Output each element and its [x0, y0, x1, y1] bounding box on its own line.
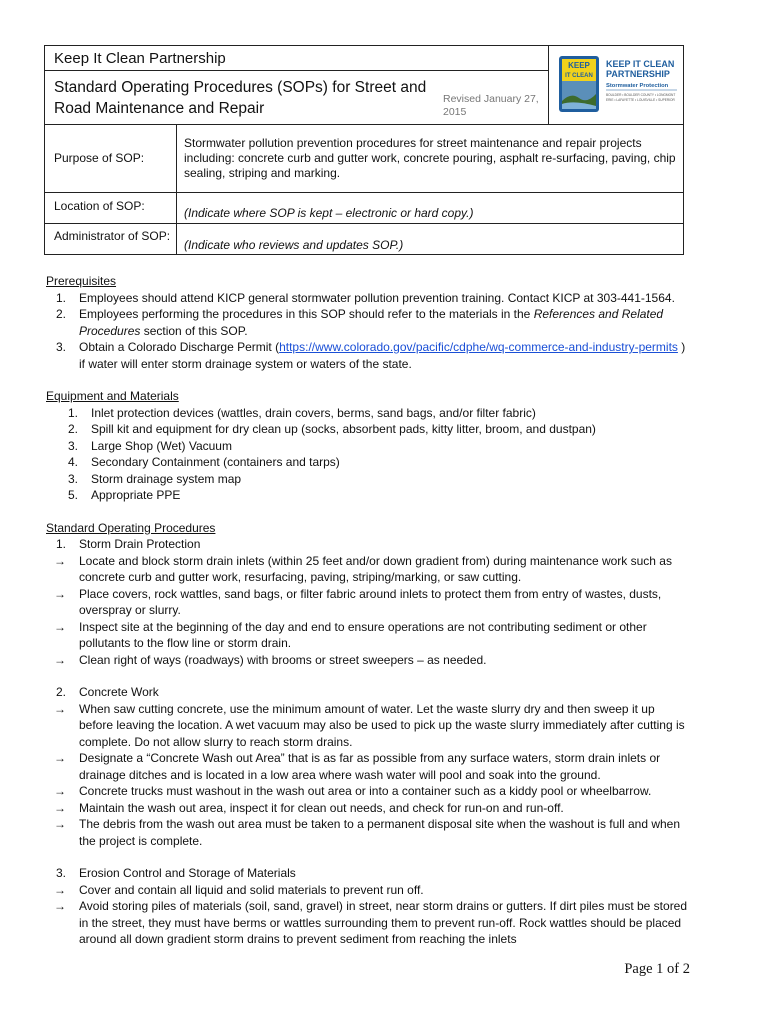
- list-item: 3. Storm drainage system map: [68, 471, 242, 486]
- arrow-icon: →: [54, 652, 66, 667]
- logo-subtitle: Stormwater Protection: [606, 83, 669, 89]
- sop-section-title: 1. Storm Drain Protection: [56, 537, 201, 551]
- list-item: → Designate a “Concrete Wash out Area” that is as far as possible from any surface waters, storm drain inlets or drainage ditches and is located in a low area where wash water will pool and soak into the ground.: [54, 751, 661, 782]
- logo-name-2: PARTNERSHIP: [606, 69, 670, 79]
- arrow-icon: →: [54, 701, 66, 716]
- administrator-label: Administrator of SOP:: [54, 229, 171, 243]
- header-table: [44, 45, 684, 255]
- list-item: 4. Secondary Containment (containers and tarps): [68, 455, 340, 469]
- org-name: Keep It Clean Partnership: [45, 46, 548, 71]
- prereq-heading: Prerequisites: [46, 274, 117, 288]
- svg-text:IT CLEAN: IT CLEAN: [565, 73, 593, 79]
- list-item: → Inspect site at the beginning of the day and end to ensure operations are not contributing sediment or other pollutants to the flow line or storm drain.: [54, 619, 647, 650]
- arrow-icon: →: [54, 751, 66, 765]
- purpose-value: Stormwater pollution prevention procedures for street maintenance and repair projects including: concrete curb and gutter work, concrete pouring, asphalt re-surfacing, paving, chip sealing, striping and marking.: [184, 136, 676, 180]
- arrow-icon: →: [54, 619, 66, 634]
- revised-date: Revised January 27, 2015: [443, 93, 539, 118]
- purpose-row: [45, 125, 683, 193]
- list-item: 1. Employees should attend KICP general stormwater pollution prevention training. Contact KICP at 303-441-1564.: [56, 290, 675, 305]
- arrow-icon: →: [54, 586, 66, 601]
- arrow-icon: →: [54, 800, 66, 815]
- prereq-list: [46, 290, 691, 373]
- sop-heading: Standard Operating Procedures: [46, 520, 216, 535]
- list-item: → When saw cutting concrete, use the minimum amount of water. Let the waste slurry dry and then sweep it up before leaving the location. A wet vacuum may also be used to pick up the waste slurry immediately after cutting is complete. Do not allow slurry to reach storm drains.: [54, 701, 685, 749]
- sop-section-title: 3. Erosion Control and Storage of Materials: [56, 866, 296, 880]
- administrator-row: [45, 224, 683, 254]
- title-row: [45, 71, 548, 125]
- arrow-icon: →: [54, 553, 66, 568]
- permit-link[interactable]: https://www.colorado.gov/pacific/cdphe/wq-commerce-and-industry-permits: [279, 340, 678, 354]
- list-item: 2. Employees performing the procedures in this SOP should refer to the materials in the References and Related Procedures section of this SOP.: [56, 307, 664, 338]
- document-title: Standard Operating Procedures (SOPs) for Street and Road Maintenance and Repair: [54, 79, 427, 117]
- list-item: 3. Obtain a Colorado Discharge Permit (https://www.colorado.gov/pacific/cdphe/wq-commerce-and-industry-permits ) if water will enter storm drainage system or waters of the state.: [56, 340, 686, 371]
- list-item: → Maintain the wash out area, inspect it for clean out needs, and check for run-on and run-off.: [54, 800, 564, 815]
- document-body: [46, 273, 691, 948]
- location-row: [45, 193, 683, 224]
- arrow-icon: →: [54, 882, 66, 897]
- purpose-label: Purpose of SOP:: [54, 151, 145, 165]
- list-item: → Cover and contain all liquid and solid materials to prevent run off.: [54, 882, 424, 897]
- logo-name-1: KEEP IT CLEAN: [606, 59, 675, 69]
- location-value: (Indicate where SOP is kept – electronic or hard copy.): [184, 206, 474, 220]
- kicp-logo: [548, 46, 683, 125]
- administrator-value: (Indicate who reviews and updates SOP.): [184, 238, 404, 252]
- svg-text:ERIE • LAFAYETTE • LOUISVILLE: ERIE • LAFAYETTE • LOUISVILLE • SUPERIOR: [606, 98, 675, 102]
- list-item: → Avoid storing piles of materials (soil, sand, gravel) in street, near storm drains or gutters. If dirt piles must be stored in the street, they must have berms or wattles surrounding them to prevent run-off. Rock wattles should be placed around all down gradient storm drains to prevent sediment from reaching the inlets: [54, 899, 688, 946]
- arrow-icon: →: [54, 784, 66, 798]
- list-item: → Concrete trucks must washout in the wash out area or into a container such as a kiddy pool or wheelbarrow.: [54, 784, 652, 798]
- svg-text:BOULDER • BOULDER COUNTY • LON: BOULDER • BOULDER COUNTY • LONGMONT: [606, 93, 676, 97]
- list-item: 2. Spill kit and equipment for dry clean up (socks, absorbent pads, kitty litter, broom, and dustpan): [68, 422, 596, 436]
- list-item: → The debris from the wash out area must be taken to a permanent disposal site when the washout is full and when the project is complete.: [54, 817, 681, 848]
- list-item: → Locate and block storm drain inlets (within 25 feet and/or down gradient from) during maintenance work such as concrete curb and gutter work, resurfacing, paving, striping/marking, or saw cutting.: [54, 553, 672, 584]
- equipment-heading: Equipment and Materials: [46, 389, 179, 403]
- list-item: 5. Appropriate PPE: [68, 488, 181, 502]
- arrow-icon: →: [54, 817, 66, 831]
- list-item: → Clean right of ways (roadways) with brooms or street sweepers – as needed.: [54, 652, 487, 667]
- equipment-list: [46, 405, 691, 504]
- sop-section-title: 2. Concrete Work: [56, 685, 159, 699]
- svg-text:KEEP: KEEP: [568, 61, 590, 70]
- list-item: → Place covers, rock wattles, sand bags, or filter fabric around inlets to protect them from entry of wastes, dusts, overspray or slurry.: [54, 586, 662, 617]
- location-label: Location of SOP:: [54, 199, 145, 213]
- list-item: 3. Large Shop (Wet) Vacuum: [68, 438, 232, 453]
- logo-graphic: [549, 46, 682, 123]
- list-item: 1. Inlet protection devices (wattles, drain covers, berms, sand bags, and/or filter fabric): [68, 405, 536, 420]
- page-number: Page 1 of 2: [624, 961, 690, 977]
- arrow-icon: →: [54, 899, 66, 913]
